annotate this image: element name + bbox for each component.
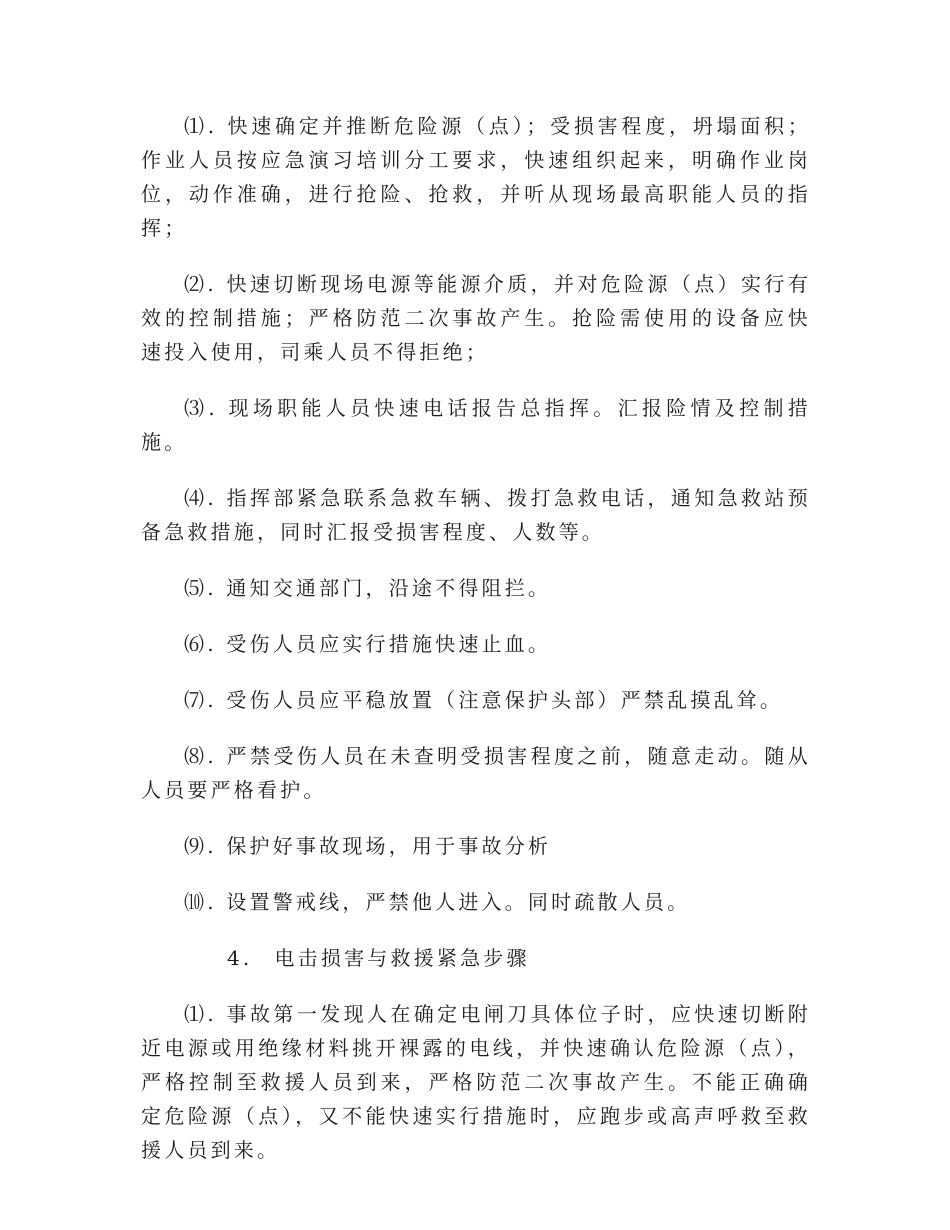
paragraph-8: ⑻. 严禁受伤人员在未查明受损害程度之前，随意走动。随从人员要严格看护。 — [141, 744, 811, 802]
section-heading — [141, 941, 811, 975]
paragraph-5: ⑸. 通知交通部门，沿途不得阻拦。 — [184, 576, 552, 600]
paragraph-4: ⑷. 指挥部紧急联系急救车辆、拨打急救电话，通知急救站预备急救措施，同时汇报受损害程度、人数等。 — [141, 486, 811, 544]
paragraph-1: ⑴. 快速确定并推断危险源（点）；受损害程度，坍塌面积；作业人员按应急演习培训分工要求，快速组织起来，明确作业岗位，动作准确，进行抢险、抢救，并听从现场最高职能人员的指挥； — [141, 114, 811, 240]
paragraph-11: ⑴. 事故第一发现人在确定电闸刀具体位子时，应快速切断附近电源或用绝缘材料挑开裸露的电线，并快速确认危险源（点），严格控制至救援人员到来，严格防范二次事故产生。不能正确确定危险源（点），又不能快速实行措施时，应跑步或高声呼救至救援人员到来。 — [141, 1002, 811, 1162]
paragraph-3: ⑶. 现场职能人员快速电话报告总指挥。汇报险情及控制措施。 — [141, 396, 811, 454]
document-body — [141, 109, 811, 1189]
section-title: 电击损害与救援紧急步骤 — [274, 946, 530, 970]
section-number: 4. — [227, 946, 253, 970]
paragraph-7: ⑺. 受伤人员应平稳放置（注意保护头部）严禁乱摸乱耸。 — [184, 688, 784, 712]
paragraph-9: ⑼. 保护好事故现场，用于事故分析 — [184, 834, 552, 858]
paragraph-2: ⑵. 快速切断现场电源等能源介质，并对危险源（点）实行有效的控制措施；严格防范二次事故产生。抢险需使用的设备应快速投入使用，司乘人员不得拒绝； — [141, 272, 811, 364]
paragraph-6: ⑹. 受伤人员应实行措施快速止血。 — [184, 632, 552, 656]
paragraph-10: ⑽. 设置警戒线，严禁他人进入。同时疏散人员。 — [184, 890, 691, 914]
